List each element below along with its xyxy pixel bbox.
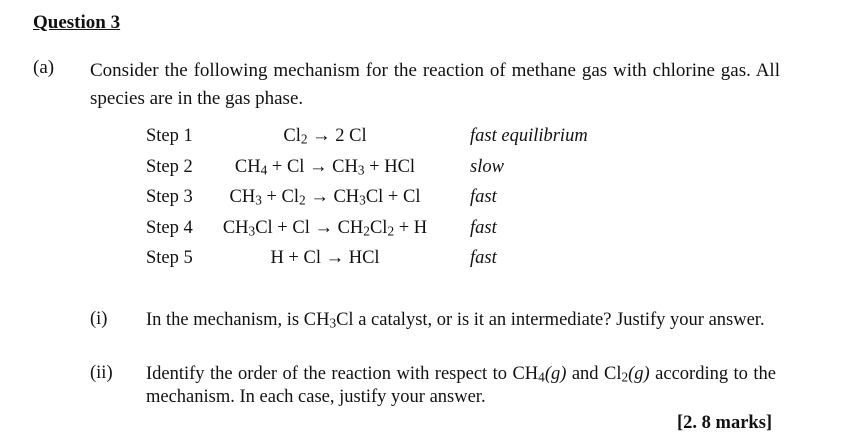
step-equation: CH3 + Cl2 → CH3Cl + Cl: [229, 187, 421, 208]
subscript: 4: [260, 162, 268, 178]
step-equation: H + Cl → HCl: [270, 248, 380, 268]
part-label: (a): [33, 57, 55, 78]
state-symbol: (g): [628, 364, 650, 384]
subscript: 3: [255, 192, 262, 208]
subquestion-text: In the mechanism, is CH3Cl a catalyst, or is it an intermediate? Justify your answer.: [146, 310, 765, 331]
subscript: 2: [299, 192, 306, 208]
marks-allocation: [2. 8 marks]: [677, 413, 773, 433]
subscript: 4: [538, 369, 545, 385]
question-intro: Consider the following mechanism for the reaction of methane gas with chlorine gas. All species are in the gas phase.: [90, 60, 780, 109]
question-title: Question 3: [33, 12, 121, 33]
subscript: 3: [329, 315, 337, 331]
subscript: 2: [363, 223, 370, 239]
step-rate-note: fast: [470, 248, 497, 268]
step-rate-note: fast: [470, 187, 497, 207]
subscript: 3: [248, 223, 256, 239]
state-symbol: (g): [544, 364, 567, 384]
subscript: 2: [300, 131, 308, 147]
step-label: Step 5: [146, 248, 193, 268]
step-label: Step 4: [146, 218, 193, 238]
step-equation: CH3Cl + Cl → CH2Cl2 + H: [222, 218, 428, 239]
step-rate-note: fast: [470, 218, 497, 238]
step-label: Step 2: [146, 157, 193, 177]
subscript: 3: [357, 162, 365, 178]
subscript: 2: [387, 223, 395, 239]
subscript: 2: [621, 369, 629, 385]
step-rate-note: fast equilibrium: [470, 126, 588, 146]
step-equation: CH4 + Cl → CH3 + HCl: [234, 157, 416, 178]
subquestion-text: Identify the order of the reaction with respect to CH4(g) and Cl2(g) according to the mechanism. In each case, justify your answer.: [146, 364, 776, 407]
subscript: 3: [359, 192, 366, 208]
step-rate-note: slow: [470, 157, 504, 177]
step-label: Step 1: [146, 126, 193, 146]
subquestion-label: (ii): [90, 363, 113, 383]
step-equation: Cl2 → 2 Cl: [283, 126, 367, 147]
subquestion-label: (i): [90, 309, 108, 329]
step-label: Step 3: [146, 187, 193, 207]
